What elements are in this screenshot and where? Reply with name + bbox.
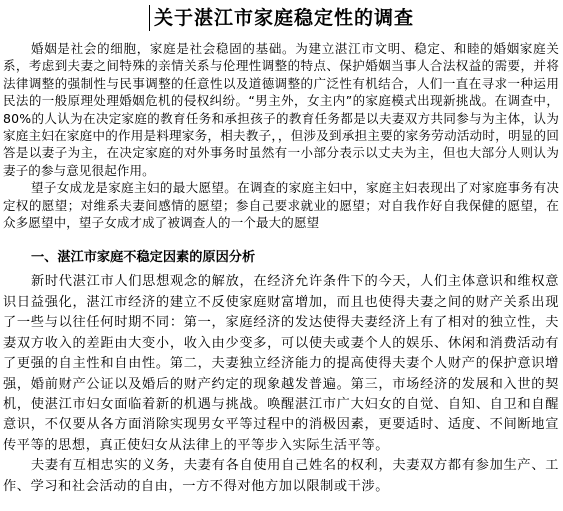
document-body [3, 40, 559, 497]
intro-paragraph-1: 婚姻是社会的细胞，家庭是社会稳固的基础。为建立湛江市文明、稳定、和睦的婚姻家庭关系，考虑到夫妻之间特殊的亲情关系与伦理性调整的特点、保护婚姻当事人合法权益的需要，并将法律调整的强制性与民事调整的任意性以及道德调整的广泛性有机结合，人们一直在寻求一种运用民法的一般原理处理婚姻危机的侵权纠纷。“男主外，女主内”的家庭模式出现新挑战。在调查中，80%的人认为在决定家庭的教育任务和承担孩子的教育任务都是以夫妻双方共同参与为主体，认为家庭主妇在家庭中的作用是料理家务，相夫教子，，但涉及到承担主要的家务劳动活动时，明显的回答是以妻子为主，在决定家庭的对外事务时虽然有一小部分表示以丈夫为主，但也大部分人则认为妻子的参与意见很起作用。 [3, 41, 559, 178]
document-title: 关于湛江市家庭稳定性的调查 [149, 5, 414, 31]
section-heading: 一、湛江市家庭不稳定因素的原因分析 [31, 250, 256, 266]
section-paragraph-1: 新时代湛江市人们思想观念的解放，在经济允许条件下的今天，人们主体意识和维权意识日益强化，湛江市经济的建立不反使家庭财富增加，而且也使得夫妻之间的财产关系出现了一些与以往任何时期不同：第一，家庭经济的发达使得夫妻经济上有了相对的独立性，夫妻双方收入的差距由大变小，收入由少变多，可以使夫或妻个人的娱乐、休闲和消费活动有了更强的自主性和自由性。第二，夫妻独立经济能力的提高使得夫妻个人财产的保护意识增强，婚前财产公证以及婚后的财产约定的现象越发普遍。第三，市场经济的发展和入世的契机，使湛江市妇女面临着新的机遇与挑战。唤醒湛江市广大妇女的自觉、自知、自卫和自醒意识，不仅要从各方面消除实现男女平等过程中的消极因素，更要适时、适度、不间断地宣传平等的思想，真正使妇女从法律上的平等步入实际生活平等。 [3, 274, 559, 453]
intro-paragraph-2: 望子女成龙是家庭主妇的最大愿望。在调查的家庭主妇中，家庭主妇表现出了对家庭事务有决定权的愿望；对维系夫妻间感情的愿望；参自己要求就业的愿望；对自我作好自我保健的愿望，在众多愿望中，望子女成才成了被调查人的一个最大的愿望 [3, 180, 559, 231]
section-spacer [3, 231, 559, 248]
section-paragraph-2: 夫妻有互相忠实的义务，夫妻有各自使用自己姓名的权利，夫妻双方都有参加生产、工作、学习和社会活动的自由，一方不得对他方加以限制或干涉。 [3, 458, 559, 494]
title-area [0, 5, 563, 31]
